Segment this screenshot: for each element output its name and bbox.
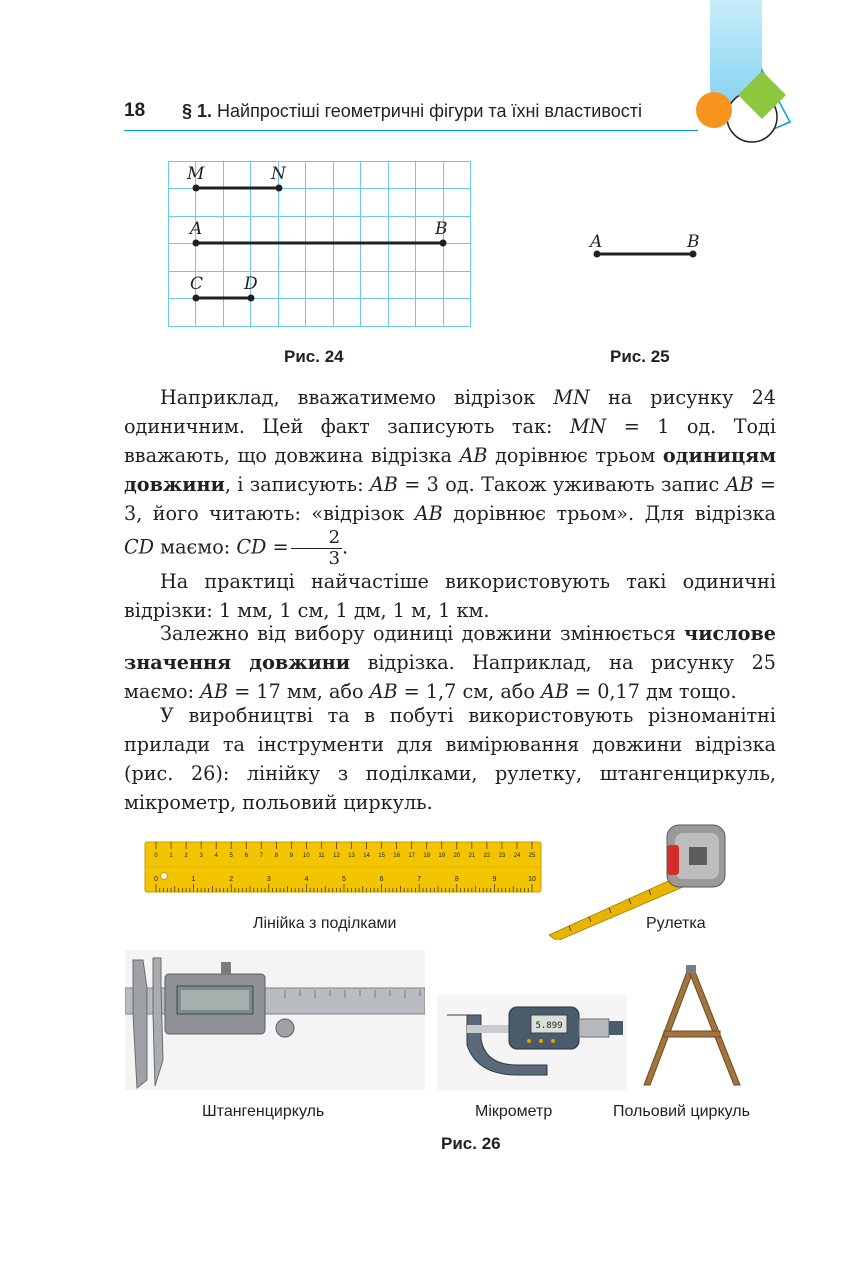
section-title (182, 101, 642, 122)
fraction-two-thirds: $\frac{2}{3}$ (291, 528, 342, 569)
label-d: D (244, 274, 258, 294)
ruler-top-number: 25 (528, 853, 536, 859)
paragraph-3: Залежно від вибору одиниці довжини змінюється числове значення довжини відрізка. Наприклад, на рисунку 25 маємо: AB = 17 мм, або AB = 1,7 см, або AB = 0,17 дм тощо. (124, 622, 776, 703)
label-b: B (435, 219, 448, 239)
micrometer-icon (437, 995, 627, 1090)
ruler-top-number: 13 (348, 853, 355, 859)
ruler-top-number: 9 (289, 853, 294, 859)
ruler-bottom-number: 6 (379, 876, 384, 883)
label-m: M (187, 164, 205, 184)
ruler-bottom-number: 0 (154, 876, 158, 883)
ruler-top-number: 11 (318, 853, 325, 859)
point-c (193, 295, 200, 302)
paragraph-4: У виробництві та в побуті використовують різноманітні прилади та інструменти для вимірювання довжини відрізка (рис. 26): лінійку з поділками, рулетку, штангенциркуль, мікрометр, польовий циркуль. (124, 704, 776, 814)
ruler-bottom-number: 3 (266, 876, 271, 883)
field-compass-image (636, 965, 746, 1094)
ruler-bottom-number: 5 (342, 876, 346, 883)
micrometer-display: 5.899 (535, 1021, 563, 1031)
paragraph-1: Наприклад, вважатимемо відрізок MN на рисунку 24 одиничним. Цей факт записують так: MN = 1 од. Тоді вважають, що довжина відрізка AB дорівнює трьом одиницям довжини, і записують: AB = 3 од. Також уживають запис AB = 3, його читають: «відрізок AB дорівнює трьом». Для відрізка CD маємо: CD = $\frac{2}{3}$ . (124, 386, 777, 569)
figure-24-caption: Рис. 24 (284, 347, 344, 366)
ruler-top-number: 3 (199, 853, 203, 859)
figure-25-caption: Рис. 25 (610, 347, 670, 366)
point-n (276, 185, 283, 192)
ruler-top-number: 2 (184, 853, 188, 859)
caliper-label: Штангенциркуль (202, 1103, 325, 1120)
ruler-top-number: 5 (229, 853, 233, 859)
caliper-icon (125, 950, 425, 1090)
ruler-top-number: 0 (154, 853, 158, 859)
ruler-top-number: 1 (169, 853, 173, 859)
ruler-top-number: 7 (259, 853, 263, 859)
ruler-top-number: 21 (468, 853, 476, 859)
figure-26-caption: Рис. 26 (441, 1134, 501, 1153)
ruler-bottom-number: 8 (454, 876, 459, 883)
ruler-top-number: 23 (498, 853, 506, 859)
point-a (193, 240, 200, 247)
ruler-top-number: 19 (438, 853, 446, 859)
tape-measure-label: Рулетка (646, 915, 706, 932)
ruler-top-number: 12 (333, 853, 340, 859)
micrometer-label: Мікрометр (475, 1103, 553, 1120)
ruler-top-number: 16 (393, 853, 400, 859)
caliper-image (125, 950, 425, 1094)
header-divider (124, 130, 698, 131)
ruler-icon (144, 840, 542, 894)
ruler-top-number: 15 (378, 853, 385, 859)
ruler-top-number: 10 (303, 853, 310, 859)
point-m (193, 185, 200, 192)
section-mark: § 1. (182, 101, 213, 121)
page-number: 18 (124, 100, 146, 121)
ruler-top-number: 8 (274, 853, 278, 859)
figure-24-grid (168, 161, 472, 327)
ruler-top-number: 6 (244, 853, 248, 859)
field-compass-icon (636, 965, 746, 1090)
ruler-top-number: 18 (423, 853, 431, 859)
ruler-bottom-number: 4 (304, 876, 309, 883)
ruler-bottom-number: 9 (492, 876, 497, 883)
ruler-top-number: 24 (513, 853, 521, 859)
label-c: C (190, 274, 204, 294)
fig25-label-a: A (590, 232, 603, 252)
fig25-label-b: B (687, 232, 700, 252)
ruler-top-number: 20 (453, 853, 461, 859)
point-d (248, 295, 255, 302)
label-n: N (271, 164, 286, 184)
micrometer-image (437, 995, 627, 1094)
ruler-label: Лінійка з поділками (253, 915, 397, 932)
paragraph-2: На практиці найчастіше використовують такі одиничні відрізки: 1 мм, 1 см, 1 дм, 1 м, 1 км. (124, 570, 776, 622)
ruler-image (144, 840, 542, 898)
figure-25 (585, 230, 710, 274)
figure-24 (168, 161, 472, 331)
ruler-top-number: 22 (483, 853, 491, 859)
figure-25-segment (585, 230, 710, 270)
ruler-top-number: 14 (363, 853, 370, 859)
label-a: A (190, 219, 203, 239)
ruler-top-number: 4 (214, 853, 218, 859)
ruler-bottom-number: 2 (229, 876, 234, 883)
section-title-text: Найпростіші геометричні фігури та їхні властивості (217, 101, 642, 121)
field-compass-label: Польовий циркуль (613, 1103, 750, 1120)
ruler-bottom-number: 7 (417, 876, 422, 883)
point-b (440, 240, 447, 247)
ruler-bottom-number: 10 (528, 876, 536, 883)
geometric-shapes-icon (690, 0, 800, 150)
ruler-top-number: 17 (408, 853, 416, 859)
header-decoration (690, 0, 800, 150)
ruler-bottom-number: 1 (191, 876, 196, 883)
